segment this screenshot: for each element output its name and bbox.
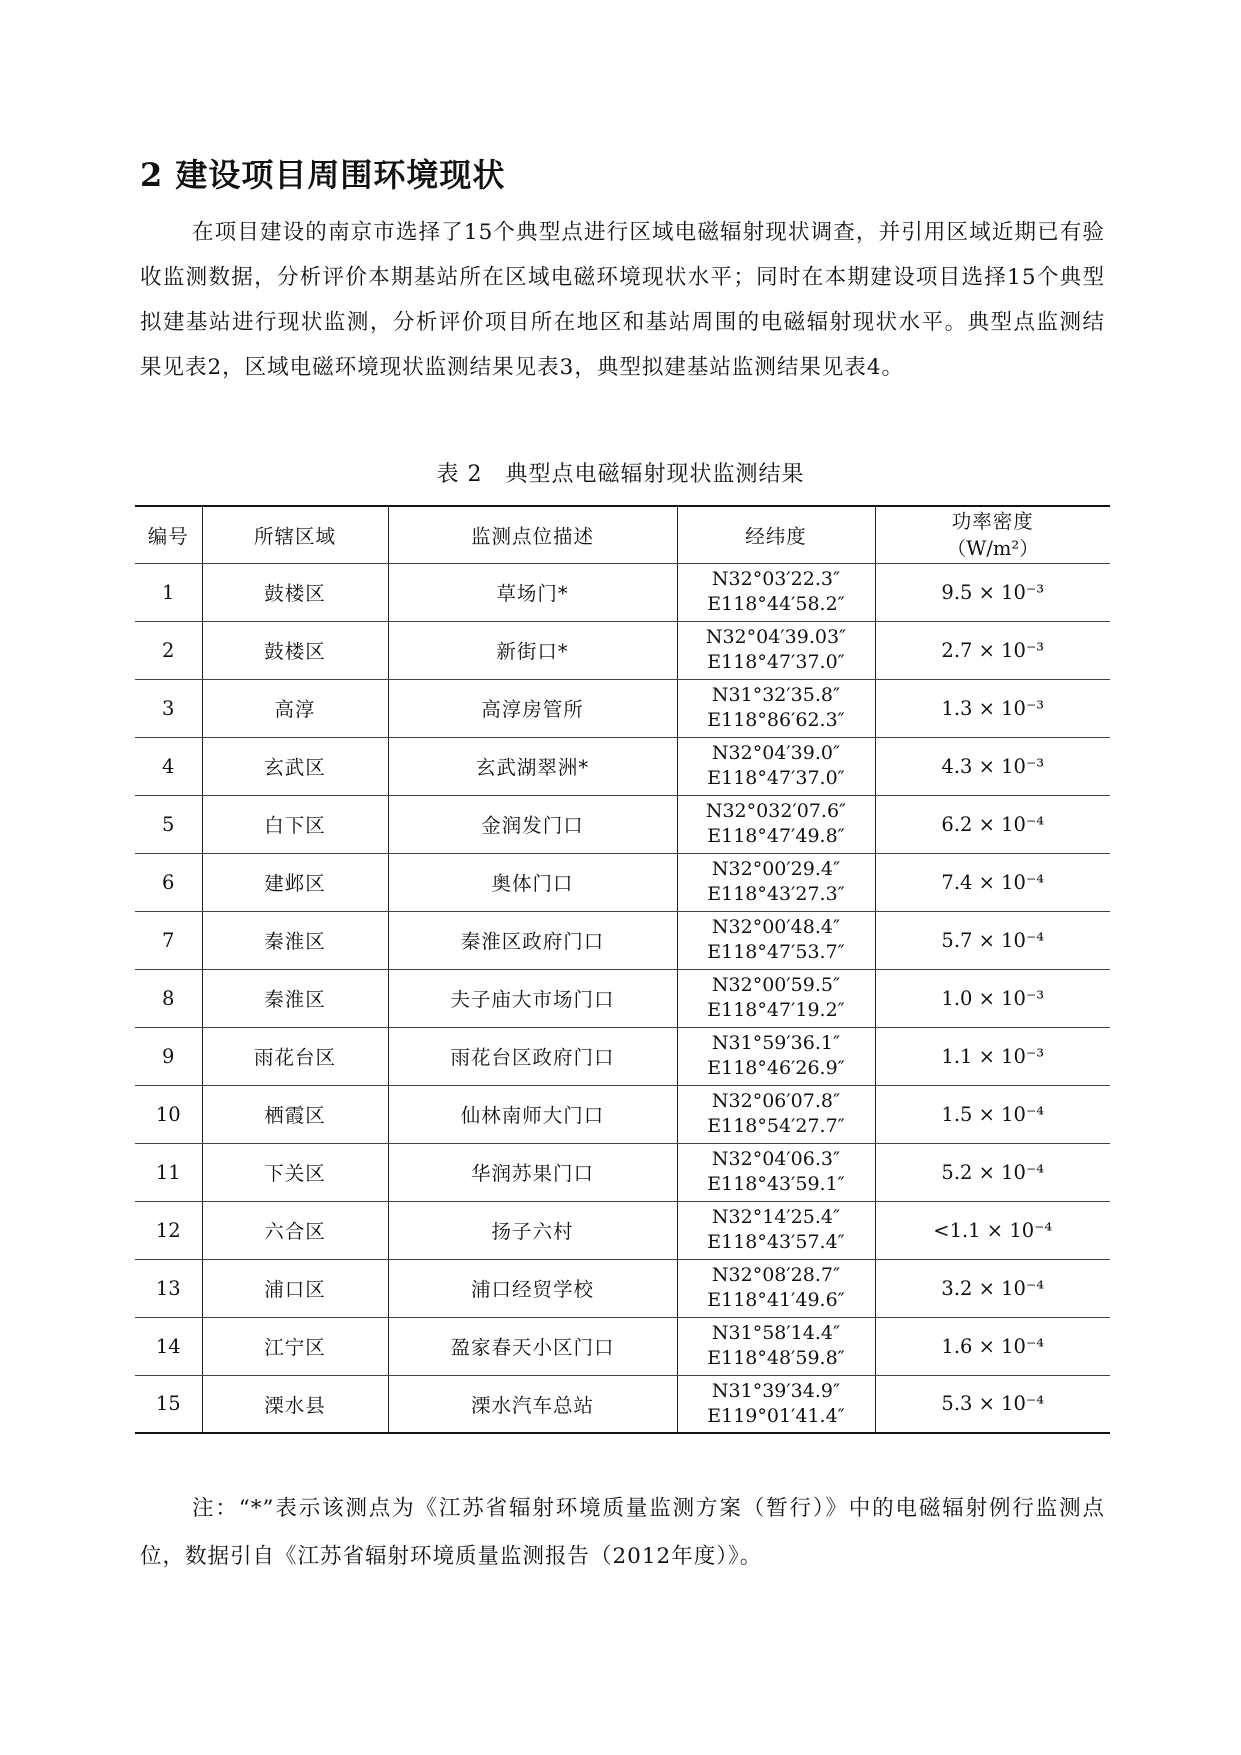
longitude: E119°01′41.4″ [707,1404,845,1427]
cell-location: 奥体门口 [388,853,677,911]
longitude: E118°47′19.2″ [707,999,845,1021]
latitude: N32°03′22.3″ [711,568,841,590]
cell-location: 金润发门口 [388,795,677,853]
table-note: 注：“*”表示该测点为《江苏省辐射环境质量监测方案（暂行）》中的电磁辐射例行监测点位，数据引自《江苏省辐射环境质量监测报告（2012年度）》。 [140,1496,1105,1569]
cell-power-density: 5.2 × 10⁻⁴ [875,1143,1110,1201]
cell-power-density: 1.0 × 10⁻³ [875,969,1110,1027]
cell-district: 白下区 [202,795,388,853]
latitude: N32°04′39.0″ [711,742,841,764]
table-row [135,1143,1110,1201]
cell-power-density: 9.5 × 10⁻³ [875,563,1110,621]
latitude: N32°06′07.8″ [711,1090,841,1112]
cell-district: 玄武区 [202,737,388,795]
cell-no: 1 [135,563,202,621]
table-caption: 表 2 典型点电磁辐射现状监测结果 [436,462,805,487]
cell-power-density: 4.3 × 10⁻³ [875,737,1110,795]
header-location: 监测点位描述 [388,506,677,563]
latitude: N32°00′48.4″ [711,916,841,938]
section-heading: 2 建设项目周围环境现状 [140,156,506,194]
cell-no: 10 [135,1085,202,1143]
table-row [135,853,1110,911]
cell-location: 仙林南师大门口 [388,1085,677,1143]
cell-power-density: 6.2 × 10⁻⁴ [875,795,1110,853]
cell-location: 新街口* [388,621,677,679]
cell-coords [677,1317,875,1375]
cell-no: 15 [135,1375,202,1433]
cell-coords [677,679,875,737]
cell-no: 9 [135,1027,202,1085]
header-power-density [875,506,1110,563]
cell-coords [677,1375,875,1433]
longitude: E118°43′27.3″ [707,883,845,905]
cell-district: 鼓楼区 [202,621,388,679]
longitude: E118°54′27.7″ [707,1115,845,1137]
cell-power-density: <1.1 × 10⁻⁴ [875,1201,1110,1259]
cell-coords [677,1027,875,1085]
latitude: N32°08′28.7″ [711,1264,841,1286]
latitude: N31°59′36.1″ [711,1032,841,1054]
cell-district: 建邺区 [202,853,388,911]
cell-no: 4 [135,737,202,795]
cell-district: 雨花台区 [202,1027,388,1085]
cell-power-density: 2.7 × 10⁻³ [875,621,1110,679]
cell-location: 玄武湖翠洲* [388,737,677,795]
cell-no: 12 [135,1201,202,1259]
cell-coords [677,1143,875,1201]
longitude: E118°47′37.0″ [707,651,845,673]
cell-coords [677,1259,875,1317]
cell-location: 盈家春天小区门口 [388,1317,677,1375]
latitude: N32°00′59.5″ [711,974,841,996]
latitude: N32°04′39.03″ [705,626,847,648]
longitude: E118°41′49.6″ [707,1289,845,1311]
latitude: N31°32′35.8″ [711,684,841,706]
table-row [135,621,1110,679]
cell-location: 夫子庙大市场门口 [388,969,677,1027]
cell-power-density: 1.5 × 10⁻⁴ [875,1085,1110,1143]
table-row [135,1085,1110,1143]
cell-district: 溧水县 [202,1375,388,1433]
latitude: N32°032′07.6″ [705,800,847,822]
cell-district: 六合区 [202,1201,388,1259]
cell-district: 栖霞区 [202,1085,388,1143]
cell-power-density: 1.6 × 10⁻⁴ [875,1317,1110,1375]
cell-district: 高淳 [202,679,388,737]
table-row [135,969,1110,1027]
latitude: N32°04′06.3″ [711,1148,841,1170]
cell-location: 草场门* [388,563,677,621]
longitude: E118°43′59.1″ [707,1173,845,1195]
longitude: E118°47′37.0″ [707,767,845,789]
cell-no: 3 [135,679,202,737]
cell-location: 浦口经贸学校 [388,1259,677,1317]
longitude: E118°48′59.8″ [707,1347,845,1369]
intro-paragraph: 在项目建设的南京市选择了15个典型点进行区域电磁辐射现状调查，并引用区域近期已有验收监测数据，分析评价本期基站所在区域电磁环境现状水平；同时在本期建设项目选择15个典型拟建基站进行现状监测，分析评价项目所在地区和基站周围的电磁辐射现状水平。典型点监测结果见表2，区域电磁环境现状监测结果见表3，典型拟建基站监测结果见表4。 [140,220,1105,380]
latitude: N31°58′14.4″ [711,1322,841,1344]
longitude: E118°46′26.9″ [707,1057,845,1079]
cell-power-density: 1.1 × 10⁻³ [875,1027,1110,1085]
cell-coords [677,1201,875,1259]
cell-power-density: 3.2 × 10⁻⁴ [875,1259,1110,1317]
cell-coords [677,795,875,853]
cell-district: 秦淮区 [202,969,388,1027]
table-row [135,1317,1110,1375]
cell-coords [677,911,875,969]
cell-power-density: 5.3 × 10⁻⁴ [875,1375,1110,1433]
cell-district: 江宁区 [202,1317,388,1375]
table-row [135,795,1110,853]
cell-location: 高淳房管所 [388,679,677,737]
cell-no: 11 [135,1143,202,1201]
cell-location: 华润苏果门口 [388,1143,677,1201]
cell-coords [677,621,875,679]
cell-location: 溧水汽车总站 [388,1375,677,1433]
cell-district: 秦淮区 [202,911,388,969]
table-row [135,911,1110,969]
longitude: E118°47′49.8″ [707,825,845,847]
table-row [135,1259,1110,1317]
longitude: E118°86′62.3″ [707,709,845,731]
header-no: 编号 [135,506,202,563]
cell-district: 浦口区 [202,1259,388,1317]
cell-no: 2 [135,621,202,679]
cell-no: 5 [135,795,202,853]
cell-coords [677,1085,875,1143]
table-row [135,563,1110,621]
cell-coords [677,969,875,1027]
longitude: E118°47′53.7″ [707,941,845,963]
header-power-line1: 功率密度 [951,509,1034,533]
table-row [135,1201,1110,1259]
latitude: N32°00′29.4″ [711,858,841,880]
header-power-line2: （W/m²） [946,536,1039,560]
cell-power-density: 5.7 × 10⁻⁴ [875,911,1110,969]
cell-no: 13 [135,1259,202,1317]
latitude: N32°14′25.4″ [711,1206,841,1228]
table-row [135,1027,1110,1085]
cell-power-density: 1.3 × 10⁻³ [875,679,1110,737]
cell-location: 雨花台区政府门口 [388,1027,677,1085]
cell-district: 鼓楼区 [202,563,388,621]
cell-no: 7 [135,911,202,969]
cell-location: 扬子六村 [388,1201,677,1259]
cell-location: 秦淮区政府门口 [388,911,677,969]
cell-coords [677,563,875,621]
cell-no: 8 [135,969,202,1027]
cell-no: 14 [135,1317,202,1375]
table-row [135,1375,1110,1433]
table-row [135,679,1110,737]
cell-coords [677,737,875,795]
cell-no: 6 [135,853,202,911]
table-header-row [135,506,1110,563]
latitude: N31°39′34.9″ [711,1379,841,1402]
header-coords: 经纬度 [677,506,875,563]
cell-power-density: 7.4 × 10⁻⁴ [875,853,1110,911]
table-row [135,737,1110,795]
cell-district: 下关区 [202,1143,388,1201]
cell-coords [677,853,875,911]
table-body [135,563,1110,1433]
longitude: E118°43′57.4″ [707,1231,845,1253]
longitude: E118°44′58.2″ [707,593,845,615]
header-district: 所辖区域 [202,506,388,563]
monitoring-results-table [135,505,1110,1434]
